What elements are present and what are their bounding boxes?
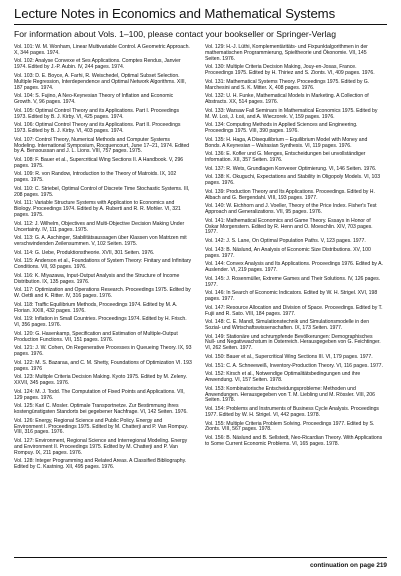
volume-entry: Vol. 126: Energy, Regional Science and Public Policy. Energy and Environment I. Proceedings 1975. Edited by M. Chatterji and P. Van Rompuy. VIII, 316 pages. 1976. [14,417,188,436]
bottom-rule [14,557,387,558]
volume-entry: Vol. 143: B. Näslund, An Analysis of Economic Size Distributions. XV, 100 pages. 1977. [205,246,371,259]
volume-entry: Vol. 149: Stationäre und schrumpfende Bevölkerungen: Demographisches Null- und Negativwachstum in Österreich. Herausgegeben von G. Feichtinger. VI, 262 Seiten. 1977. [205,333,381,352]
info-line: For information about Vols. 1–100, please contact your bookseller or Springer-Verlag [14,29,336,39]
volume-entry: Vol. 144: Convex Analysis and Its Applications. Proceedings 1976. Edited by A. Auslender. VI, 219 pages. 1977. [205,261,383,274]
volume-entry: Vol. 141: Mathematical Economics and Game Theory. Essays in Honor of Oskar Morgenstern. Edited by R. Henn and O. Moeschlin. XIV, 703 pages. 1977. [205,217,373,236]
volume-entry: Vol. 104: S. Fujino, A Neo-Keynesian Theory of Inflation and Economic Growth. V, 96 pages. 1974. [14,93,174,106]
volume-entry: Vol. 146: In Search of Economic Indicators. Edited by W. H. Strigel. XVI, 198 pages. 1977. [205,290,378,303]
volume-entry: Vol. 132: U. H. Funke, Mathematical Models in Marketing. A Collection of Abstracts. XX, 514 pages. 1976. [205,93,369,106]
volume-entry: Vol. 142: J. S. Lane, On Optimal Population Paths. V, 123 pages. 1977. [205,238,366,245]
volume-entry: Vol. 152: Kirsch et al., Notwendige Optimalitätsbedingungen und ihre Anwendung. VI, 157 Seiten. 1978. [205,371,361,384]
volume-entry: Vol. 154: Problems and Instruments of Business Cycle Analysis. Proceedings 1977. Edited by W. H. Strigel. VI, 442 pages. 1978. [205,406,379,418]
top-rule [14,24,387,25]
volume-entry: Vol. 139: Production Theory and Its Applications. Proceedings. Edited by H. Albach and G. Bergendahl. VIII, 193 pages. 1977. [205,188,375,201]
volume-entry: Vol. 148: C. E. Mandl, Simulationstechnik und Simulationsmodelle in den Sozial- und Wirtschaftswissenschaften. IX, 173 Seiten. 1977. [205,319,370,331]
volume-entry: Vol. 151: C. A. Schneeweiß, Inventory-Production Theory. VI, 116 pages. 1977. [205,362,383,369]
volume-entry: Vol. 134: Computing Methods in Applied Sciences and Engineering. Proceedings 1975. VIII, 390 pages. 1976. [205,122,358,135]
volume-entry: Vol. 120: G. Hasenkamp, Specification and Estimation of Multiple-Output Production Functions. VII, 151 pages. 1976. [14,330,178,343]
volume-entry: Vol. 153: Kombinatorische Entscheidungsprobleme: Methoden und Anwendungen. Herausgegeben von T. M. Liebling und M. Rössler. VIII, 206 Seiten. 1978. [205,385,375,404]
volume-entry: Vol. 121: J. W. Cohen, On Regenerative Processes in Queueing Theory. IX, 93 pages. 1976. [14,345,192,358]
volume-entry: Vol. 106: Optimal Control Theory and its Applications. Part II. Proceedings 1973. Edited by B. J. Kirby. VI, 403 pages. 1974. [14,122,181,135]
volume-entry: Vol. 122: M. S. Bazaraa, and C. M. Shetty, Foundations of Optimization VI. 193 pages. 1976 [14,359,192,372]
volume-entry: Vol. 155: Multiple Criteria Problem Solving. Proceedings 1977. Edited by S. Zionts. VIII, 567 pages. 1978. [205,420,375,433]
continuation-note: continuation on page 219 [309,562,387,569]
volume-entry: Vol. 138: K. Okuguchi, Expectations and Stability in Oligopoly Models. VI, 103 pages. 1976. [205,174,381,187]
right-column [205,45,383,451]
volume-entry: Vol. 103: D. E. Boyce, A. Farhi, R. Weischedel, Optimal Subset Selection. Multiple Regression, Interdependence and Optimal Network Algorithms. XIII, 187 pages. 1974. [14,72,186,91]
volume-entry: Vol. 137: R. Wets, Grundlagen Konvexer Optimierung. VI, 146 Seiten. 1976. [205,165,377,172]
volume-entry: Vol. 114: G. Uebe, Produktionstheorie. XVII, 301 Seiten. 1976. [14,249,155,256]
volume-entry: Vol. 109: R. von Randow, Introduction to the Theory of Matroids. IX, 102 pages. 1975. [14,171,177,184]
volume-entry: Vol. 133: Warsaw Fall Seminars in Mathematical Economics 1975. Edited by M. W. Loś, J. Łoś, and A. Wieczorek. V, 159 pages. 1976. [205,107,378,120]
page-title: Lecture Notes in Economics and Mathematical Systems [14,6,336,21]
volume-entry: Vol. 119: Inflation in Small Countries. Proceedings 1974. Edited by H. Frisch. VI, 356 pages. 1976. [14,316,187,329]
volume-entry: Vol. 125: Karl C. Mosler. Optimale Transportnetze. Zur Bestimmung ihres kostengünstigsten Standorts bei gegebener Nachfrage. VI, 142 Seiten. 1976. [14,403,188,416]
left-column [14,45,192,474]
volume-entry: Vol. 123: Multiple Criteria Decision Making. Kyoto 1975. Edited by M. Zeleny. XXVII, 345 pages. 1976. [14,374,187,387]
volume-entry: Vol. 156: B. Näslund and B. Sellstedt, Neo-Ricardian Theory. With Applications to Some Current Economic Problems. VI, 165 pages. 1978. [205,435,383,447]
volume-entry: Vol. 124: M. J. Todd. The Computation of Fixed Points and Applications. VII, 129 pages. 1976. [14,388,185,401]
volume-entry: Vol. 108: F. Bauer et al., Supercritical Wing Sections II. A Handbook. V, 296 pages. 1975. [14,156,184,169]
volume-entry: Vol. 107: Control Theory, Numerical Methods and Computer Systems Modeling. International Symposium, Rocquencourt, June 17–21, 1974. Edited by A. Bensoussan and J. L. Lions. VIII, 757 pages. 1975. [14,136,190,155]
volume-entry: Vol. 113: G. A. Aschinger, Stabilitätsaussagen über Klassen von Matrizen mit verschwindenden Zeilensummen. V, 102 Seiten. 1975. [14,235,187,247]
volume-entry: Vol. 112: J. Wilhelm, Objectives and Multi-Objective Decision Making Under Uncertainty. IV, 111 pages. 1975. [14,220,185,233]
volume-entry: Vol. 135: H. Haga, A Disequilibrium – Equilibrium Model with Money and Bonds. A Keynesian – Walrasian Synthesis. VI, 119 pages. 1976. [205,136,368,149]
volume-entry: Vol. 145: J. Rosenmüller, Extreme Games and Their Solutions. IV, 126 pages. 1977. [205,275,381,288]
volume-entry: Vol. 129: H.-J. Lüthi, Komplementäritäts- und Fixpunktalgorithmen in der mathematischen Programmierung, Spieltheorie und Ökonomie. VII, 145 Seiten. 1976. [205,44,368,62]
volume-entry: Vol. 117: Optimization and Operations Research. Proceedings 1975. Edited by W. Oettli and K. Ritter. IV, 316 pages. 1976. [14,287,191,300]
volume-entry: Vol. 128: Integer Programming and Related Areas. A Classified Bibliography. Edited by C. Kastning. XII, 495 pages. 1976. [14,458,187,471]
volume-entry: Vol. 111: Variable Structure Systems with Application to Economics and Biology. Proceedings 1974. Edited by A. Ruberti and R. R. Mohler. VI, 321 pages. 1975. [14,200,181,219]
volume-entry: Vol. 102: Analyse Convexe et Ses Applications. Comptes Rendus, Janvier 1974. Edited by J.-P. Aubin. IV, 244 pages. 1974. [14,58,181,71]
volume-entry: Vol. 136: E. Kofler und G. Menges, Entscheidungen bei unvollständiger Information. XII, 357 Seiten. 1976. [205,151,366,163]
volume-entry: Vol. 115: Anderson et al., Foundations of System Theory: Finitary and Infinitary Conditions. VII, 93 pages. 1976. [14,258,192,271]
volume-entry: Vol. 105: Optimal Control Theory and its Applications. Part I. Proceedings 1973. Edited by B. J. Kirby. VI, 425 pages. 1974. [14,107,180,120]
volume-entry: Vol. 101: W. M. Wonham, Linear Multivariable Control. A Geometric Approach. X, 344 pages. 1974. [14,44,190,56]
volume-entry: Vol. 110: C. Striebel, Optimal Control of Discrete Time Stochastic Systems. III, 208 pages. 1975. [14,185,190,198]
volume-entry: Vol. 150: Bauer et al., Supercritical Wing Sections III. VI, 179 pages. 1977. [205,353,373,360]
volume-entry: Vol. 147: Resource Allocation and Division of Space. Proceedings. Edited by T. Fujii and R. Sato. VIII, 184 pages. 1977. [205,304,383,317]
volume-entry: Vol. 140: W. Eichhorn and J. Voeller, Theory of the Price Index. Fisher's Test Approach and Generalizations. VII, 95 pages. 1976. [205,203,377,216]
volume-entry: Vol. 130: Multiple Criteria Decision Making, Jouy-en-Josas, France. Proceedings 1975. Edited by H. Thiriez and S. Zionts. VI, 409 pages. 1976. [205,64,375,77]
volume-entry: Vol. 127: Environment, Regional Science and Interregional Modeling. Energy and Environment II. Proceedings 1975. Edited by M. Chatterji and P. Van Rompuy. IX, 211 pages. 1976. [14,437,188,456]
volume-entry: Vol. 131: Mathematical Systems Theory. Proceedings 1975. Edited by G. Marchesini and S. K. Mitter. X, 408 pages. 1976. [205,78,370,91]
volume-entry: Vol. 116: K. Miyazawa, Input-Output Analysis and the Structure of Income Distribution. IX, 135 pages. 1976. [14,272,180,285]
volume-entry: Vol. 118: Traffic Equilibrium Methods, Proceedings 1974. Edited by M. A. Florian. XXIII, 432 pages. 1976. [14,301,178,314]
